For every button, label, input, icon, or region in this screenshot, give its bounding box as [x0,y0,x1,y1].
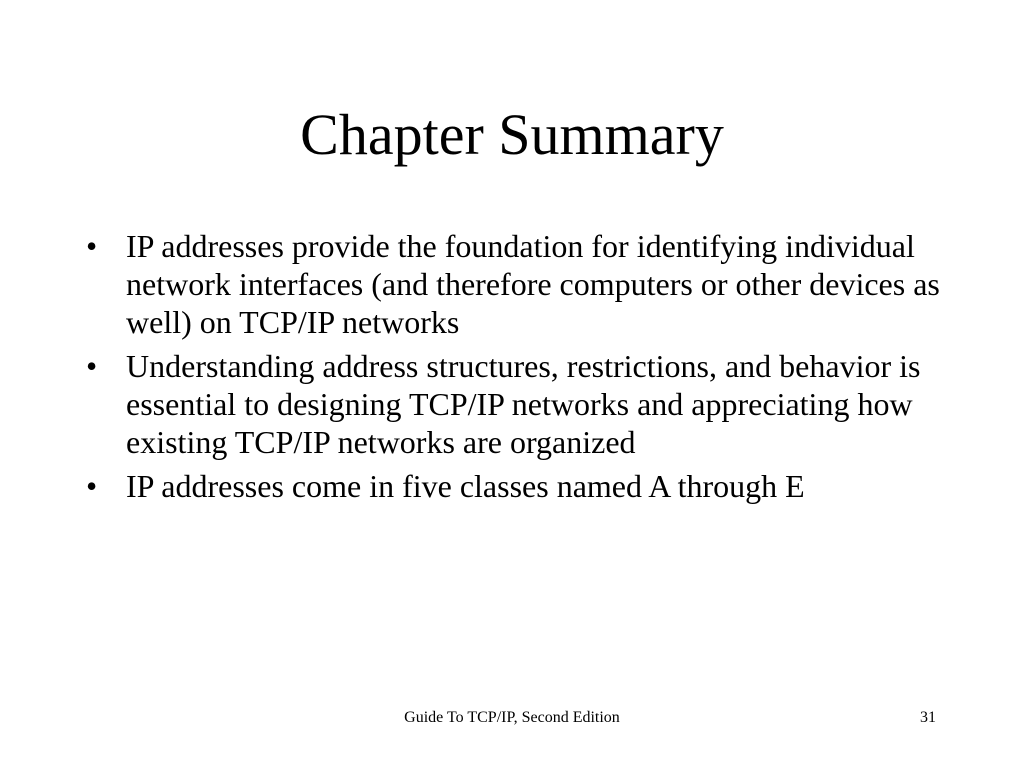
bullet-text: Understanding address structures, restrictions, and behavior is essential to designing TCP/IP networks and appreciating how existing TCP/IP networks are organized [126,348,921,460]
bullet-list [86,227,946,511]
bullet-text: IP addresses come in five classes named A through E [126,468,805,504]
bullet-icon: • [86,228,98,264]
bullet-icon: • [86,468,98,504]
footer-title: Guide To TCP/IP, Second Edition [404,709,620,726]
bullet-item [86,347,946,461]
bullet-text: IP addresses provide the foundation for identifying individual network interfaces (and therefore computers or other devices as well) on TCP/IP networks [126,228,940,340]
bullet-item [86,467,946,505]
bullet-item [86,227,946,341]
page-number: 31 [920,709,936,726]
bullet-icon: • [86,348,98,384]
slide-title: Chapter Summary [300,102,724,167]
